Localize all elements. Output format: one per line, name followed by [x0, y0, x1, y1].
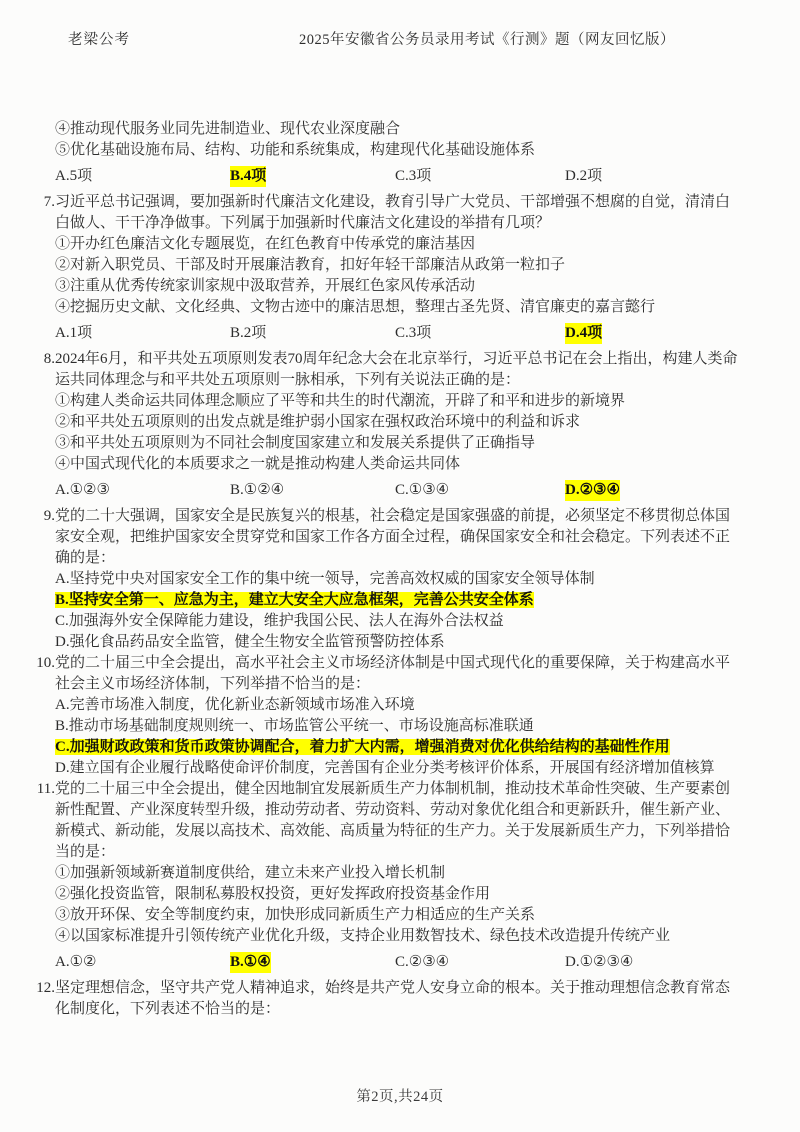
item-line: ②和平共处五项原则的出发点就是维护弱小国家在强权政治环境中的利益和诉求	[55, 414, 581, 430]
question-number: 11.	[36, 781, 55, 797]
item-line: ④中国式现代化的本质要求之一就是推动构建人类命运共同体	[55, 456, 461, 472]
question-number: 7.	[43, 194, 55, 210]
question-text: 习近平总书记强调，要加强新时代廉洁文化建设，教育引导广大党员、干部增强不想腐的自觉，清清白白做人、干干净净做事。下列属于加强新时代廉洁文化建设的举措有几项？	[55, 194, 731, 231]
page-number: 第2页,共24页	[356, 1089, 444, 1105]
item-line: ③和平共处五项原则为不同社会制度国家建立和发展关系提供了正确指导	[55, 435, 536, 451]
options-row	[55, 952, 740, 973]
item-line	[55, 590, 740, 611]
highlighted-answer: B.坚持安全第一、应急为主，建立大安全大应急框架，完善公共安全体系	[55, 592, 534, 608]
options-row	[55, 480, 740, 501]
page-header	[0, 28, 800, 52]
question-text: 坚定理想信念，坚守共产党人精神追求，始终是共产党人安身立命的根本。关于推动理想信念教育常态化制度化，下列表述不恰当的是：	[55, 980, 731, 1017]
option-cell: C.①③④	[395, 482, 450, 498]
option-cell: B.2项	[230, 325, 267, 341]
option-cell: A.①②	[55, 954, 97, 970]
item-line	[55, 737, 740, 758]
item-line: B.推动市场基础制度规则统一、市场监管公平统一、市场设施高标准联通	[55, 718, 534, 734]
item-line: ②对新入职党员、干部及时开展廉洁教育，扣好年轻干部廉洁从政第一粒扣子	[55, 257, 566, 273]
item-line: A.坚持党中央对国家安全工作的集中统一领导，完善高效权威的国家安全领导体制	[55, 571, 595, 587]
question-number: 9.	[43, 508, 55, 524]
option-cell: B.4项	[230, 166, 266, 187]
question-number: 10.	[36, 655, 55, 671]
document-title: 2025年安徽省公务员录用考试《行测》题（网友回忆版）	[299, 32, 675, 48]
options-row	[55, 166, 740, 187]
item-line: ④以国家标准提升引领传统产业优化升级，支持企业用数智技术、绿色技术改造提升传统产业	[55, 928, 671, 944]
option-cell: D.2项	[565, 168, 603, 184]
item-line: A.完善市场准入制度，优化新业态新领域市场准入环境	[55, 697, 415, 713]
item-line: ①开办红色廉洁文化专题展览，在红色教育中传承党的廉洁基因	[55, 236, 476, 252]
options-row	[55, 323, 740, 344]
option-cell: D.①②③④	[565, 954, 634, 970]
question-text: 2024年6月，和平共处五项原则发表70周年纪念大会在北京举行，习近平总书记在会上指出，构建人类命运共同体理念与和平共处五项原则一脉相承，下列有关说法正确的是：	[55, 351, 738, 388]
item-line: D.建立国有企业履行战略使命评价制度，完善国有企业分类考核评价体系，开展国有经济增加值核算	[55, 760, 715, 776]
question-stem	[36, 653, 740, 695]
option-cell: A.①②③	[55, 482, 110, 498]
item-line: ⑤优化基础设施布局、结构、功能和系统集成，构建现代化基础设施体系	[55, 142, 536, 158]
question-stem	[36, 978, 740, 1020]
question-number: 12.	[36, 980, 55, 996]
option-cell: A.5项	[55, 168, 93, 184]
item-line: C.加强海外安全保障能力建设，维护我国公民、法人在海外合法权益	[55, 613, 504, 629]
content	[0, 119, 800, 1020]
question-text: 党的二十大强调，国家安全是民族复兴的根基，社会稳定是国家强盛的前提，必须坚定不移贯彻总体国家安全观，把维护国家安全贯穿党和国家工作各方面全过程，确保国家安全和社会稳定。下列表述不正确的是：	[55, 508, 731, 566]
option-cell: B.①②④	[230, 482, 285, 498]
option-cell: D.4项	[565, 323, 602, 344]
option-cell: B.①④	[230, 952, 271, 973]
item-line: ③放开环保、安全等制度约束，加快形成同新质生产力相适应的生产关系	[55, 907, 536, 923]
item-line: ④挖掘历史文献、文化经典、文物古迹中的廉洁思想，整理古圣先贤、清官廉吏的嘉言懿行	[55, 299, 656, 315]
option-cell: C.②③④	[395, 954, 450, 970]
item-line: ③注重从优秀传统家训家规中汲取营养，开展红色家风传承活动	[55, 278, 476, 294]
item-line: ②强化投资监管，限制私募股权投资，更好发挥政府投资基金作用	[55, 886, 491, 902]
question-number: 8.	[43, 351, 55, 367]
question-text: 党的二十届三中全会提出，健全因地制宜发展新质生产力体制机制，推动技术革命性突破、生产要素创新性配置、产业深度转型升级，推动劳动者、劳动资料、劳动对象优化组合和更新跃升，催生新产业、新模式、新动能，发展以高技术、高效能、高质量为特征的生产力。关于发展新质生产力，下列举措恰当的是：	[55, 781, 731, 860]
question-stem	[43, 192, 740, 234]
question-stem	[36, 779, 740, 863]
item-line: ④推动现代服务业同先进制造业、现代农业深度融合	[55, 121, 401, 137]
brand-text: 老梁公考	[68, 32, 130, 48]
option-cell: C.3项	[395, 168, 432, 184]
highlighted-answer: C.加强财政政策和货币政策协调配合，着力扩大内需，增强消费对优化供给结构的基础性作用	[55, 739, 670, 755]
option-cell: D.②③④	[565, 480, 620, 501]
item-line: D.强化食品药品安全监管，健全生物安全监管预警防控体系	[55, 634, 445, 650]
option-cell: A.1项	[55, 325, 93, 341]
question-stem	[43, 506, 740, 569]
item-line: ①加强新领域新赛道制度供给，建立未来产业投入增长机制	[55, 865, 446, 881]
option-cell: C.3项	[395, 325, 432, 341]
item-line: ①构建人类命运共同体理念顺应了平等和共生的时代潮流，开辟了和平和进步的新境界	[55, 393, 626, 409]
page-footer	[0, 1085, 800, 1106]
question-text: 党的二十届三中全会提出，高水平社会主义市场经济体制是中国式现代化的重要保障，关于构建高水平社会主义市场经济体制，下列举措不恰当的是：	[55, 655, 731, 692]
question-stem	[43, 349, 740, 391]
